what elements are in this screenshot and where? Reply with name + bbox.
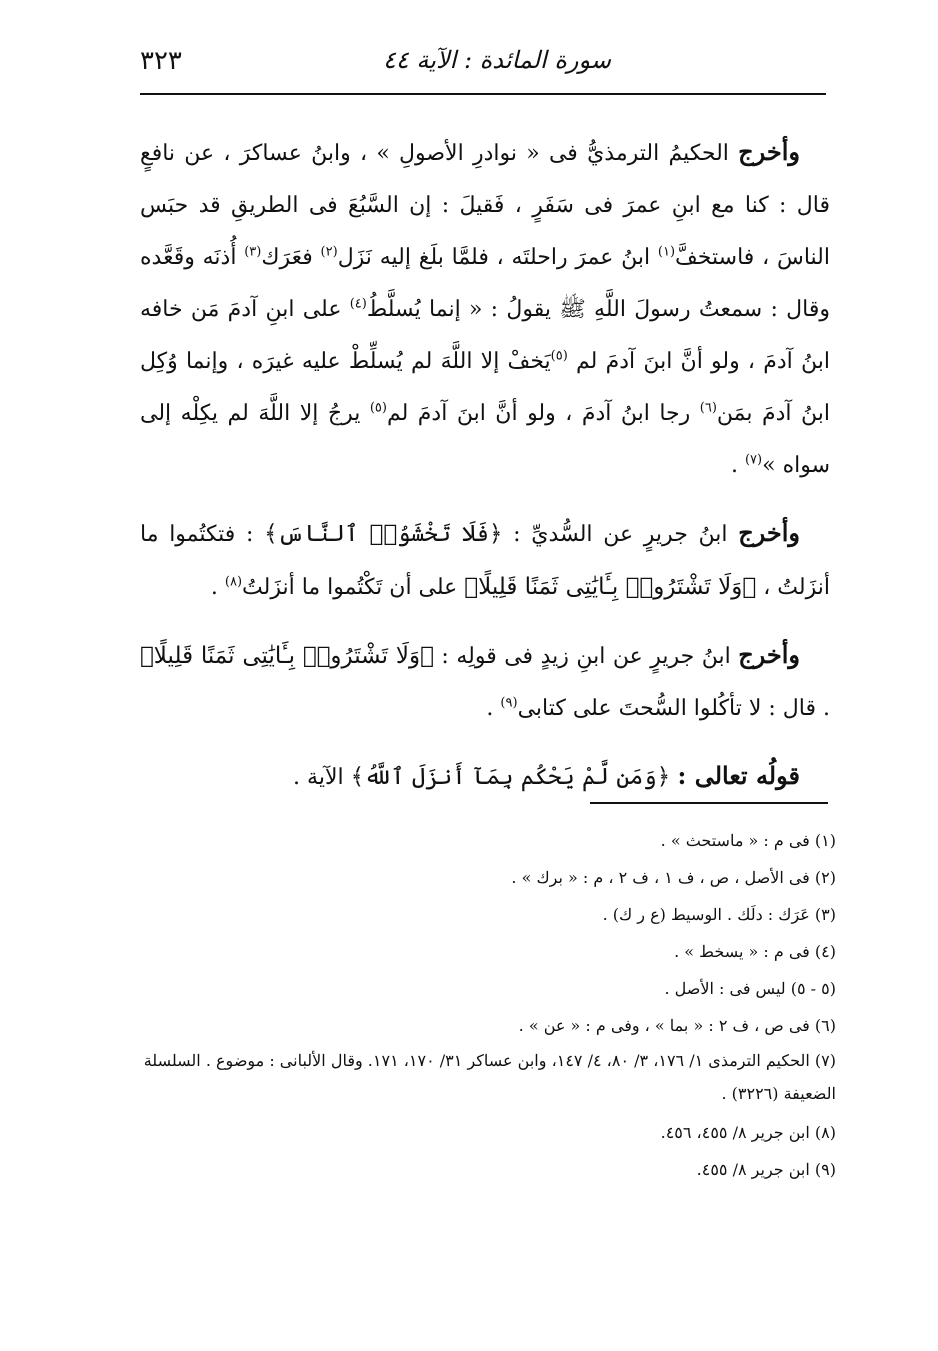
footnote-6: (٦) فى ص ، ف ٢ : « بما » ، وفى م : « عن » . [518,1016,836,1035]
paragraph-end: . [486,696,501,721]
paragraph-text: ابنُ جريرٍ عن ابنِ زيدٍ فى قولِه : [433,644,739,669]
footnote-marker: (٧) [744,452,763,468]
quran-verse: ﴿وَلَا تَشْتَرُوا۟ بِـَٔايَٰتِى ثَمَنًا قَلِيلًا﴾ [140,643,434,669]
footnote-3: (٣) عَرَك : دلَك . الوسيط (ع ر ك) . [602,905,836,924]
footnote-marker: (٥) [369,400,387,416]
paragraph-lead: قولُه تعالى : [677,761,800,790]
quran-verse: ﴿فَلَا تَخْشَوُا۟ ٱلنَّاسَ﴾ [264,521,503,547]
page-number: ٣٢٣ [140,46,182,76]
paragraph-text: أُذنَه وقَعَّده وقال : سمعتُ رسولَ اللَّهِ ﷺ يقولُ : « إنما يُسلَّطُ [140,245,830,322]
paragraph-end: . [730,453,745,478]
paragraph-text: الآية . [293,765,351,790]
footnote-4: (٤) فى م : « يسخط » . [674,942,836,961]
footnote-marker: (٣) [244,244,262,260]
paragraph-text: : فتكتُموا ما أنزَلتُ ، [140,522,830,600]
paragraph-4 [140,750,830,804]
footnote-marker: (١) [657,244,676,260]
paragraph-end: . [210,575,225,600]
footnotes [140,822,836,1188]
footnote-marker: (٩) [500,695,518,711]
paragraph-lead: وأخرج [738,640,801,669]
paragraph-text: يَخفْ إلا اللَّهَ لم يُسلِّطْ عليه غيرَه ، وإنما وُكِل ابنُ آدمَ بمَن [140,349,830,426]
main-text [140,126,830,819]
footnote-2: (٢) فى الأصل ، ص ، ف ١ ، ف ٢ ، م : « برك » . [511,868,836,887]
paragraph-text: ابنُ جريرٍ عن السُّديِّ : [502,522,739,547]
page-header [140,40,826,80]
footnote-marker: (٤) [349,296,367,312]
footnote-7: (٧) الحكيم الترمذى ١/ ١٧٦، ٣/ ٨٠، ٤/ ١٤٧، وابن عساكر ٣١/ ١٧٠، ١٧١. وقال الألبانى : موضوع . السلسلة الضعيفة (٣٢٢٦) . [143,1051,836,1103]
footnote-5: (٥ - ٥) ليس فى : الأصل . [664,979,836,998]
footnote-8: (٨) ابن جرير ٨/ ٤٥٥، ٤٥٦. [660,1123,836,1142]
footnote-1: (١) فى م : « ماستحث » . [660,831,836,850]
quran-verse: ﴿وَمَن لَّمْ يَحْكُم بِمَآ أَنزَلَ ٱللَّهُ﴾ [350,764,678,790]
paragraph-text: الحكيمُ الترمذيُّ فى « نوادرِ الأصولِ » ، وابنُ عساكرَ ، عن نافعٍ قال : كنا مع ابنِ عمرَ فى سَفَرٍ ، فَقيلَ : إن السَّبُعَ فى الطريقِ قد حبَس الناسَ ، فاستخفَّ [140,141,830,270]
paragraph-text: رجا ابنُ آدمَ ، ولو أنَّ ابنَ آدمَ لم [386,401,700,426]
paragraph-1 [140,126,830,492]
footnote-divider [590,802,828,804]
footnote-marker: (٥) [550,348,568,364]
paragraph-text: على ابنِ آدمَ مَن خافه ابنُ آدمَ ، ولو أنَّ ابنَ آدمَ لم [140,297,830,374]
footnote-marker: (٢) [320,244,338,260]
paragraph-text: . قال : لا تأكُلوا السُّحتَ على كتابى [517,696,830,721]
paragraph-lead: وأخرج [738,137,800,166]
footnote-marker: (٨) [224,574,243,590]
paragraph-3 [140,629,830,735]
paragraph-text: على أن تَكْتُموا ما أنزَلتُ [242,575,465,600]
paragraph-text: ابنُ عمرَ راحلتَه ، فلمَّا بلَغ إليه نَزَل [337,245,658,270]
footnote-marker: (٦) [699,400,717,416]
paragraph-lead: وأخرج [738,518,801,547]
paragraph-text: يرجُ إلا اللَّهَ لم يكِلْه إلى سواه » [140,401,830,478]
quran-verse: ﴿وَلَا تَشْتَرُوا۟ بِـَٔايَٰتِى ثَمَنًا قَلِيلًا﴾ [464,574,757,600]
paragraph-text: فعَرَك [261,245,321,270]
paragraph-2 [140,507,830,614]
running-title: سورة المائدة : الآية ٤٤ [383,46,611,74]
header-divider [140,93,826,95]
footnote-9: (٩) ابن جرير ٨/ ٤٥٥. [696,1160,836,1179]
